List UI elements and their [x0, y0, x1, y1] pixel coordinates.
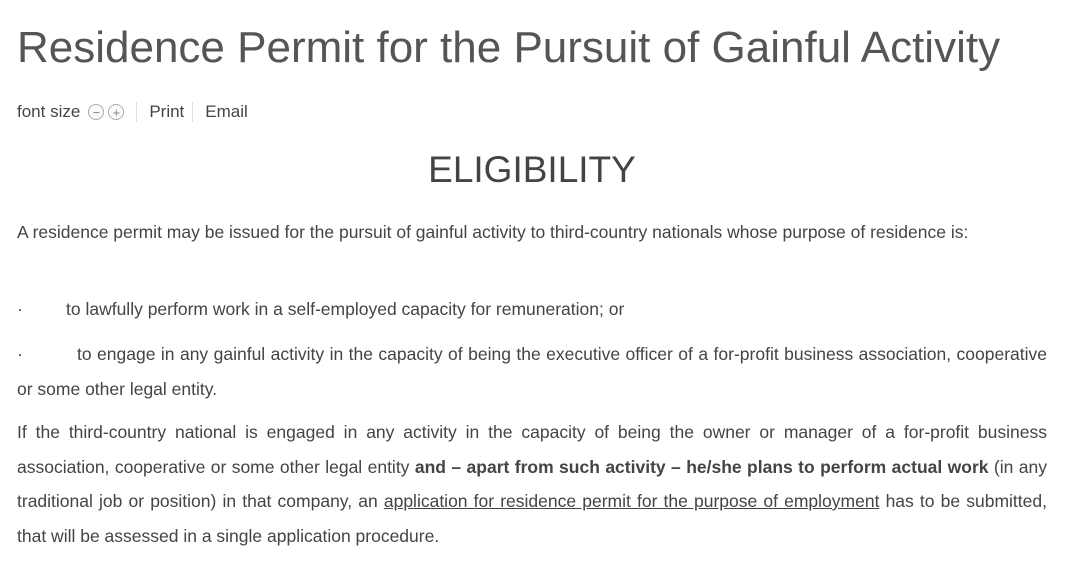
email-link[interactable]: Email [205, 102, 248, 121]
bullet-marker: · [17, 299, 23, 319]
employment-permit-link[interactable]: application for residence permit for the purpose of employment [383, 491, 880, 511]
list-item [17, 337, 1047, 406]
list-item [17, 292, 1047, 327]
employment-paragraph [17, 415, 1047, 553]
intro-paragraph: A residence permit may be issued for the pursuit of gainful activity to third-country nationals whose purpose of residence is: [17, 222, 969, 242]
emphasis-text: and – apart from such activity – he/she plans to perform actual work [414, 456, 989, 477]
print-link[interactable]: Print [149, 102, 185, 121]
bullet-marker: · [17, 344, 23, 364]
paragraph-text: (in any traditional job or position) in that company, an [17, 456, 1047, 511]
font-size-label: font size [17, 102, 81, 121]
plus-icon: + [112, 104, 121, 120]
article-toolbar [17, 101, 248, 123]
font-increase-button[interactable] [108, 104, 124, 120]
page-title: Residence Permit for the Pursuit of Gainful Activity [17, 23, 1001, 72]
paragraph-text: has to be submitted, that will be assessed in a single application procedure. [17, 491, 1047, 546]
toolbar-divider [136, 102, 137, 122]
section-heading: ELIGIBILITY [428, 149, 636, 190]
paragraph-text: If the third-country national is engaged in any activity in the capacity of being the owner or manager of a for-profit business association, cooperative or some other legal entity [17, 422, 1047, 477]
minus-icon: − [92, 104, 101, 120]
list-item-text: to lawfully perform work in a self-employed capacity for remuneration; or [66, 299, 625, 319]
font-decrease-button[interactable] [88, 104, 104, 120]
list-item-text: to engage in any gainful activity in the capacity of being the executive officer of a for-profit business association, cooperative or some other legal entity. [17, 344, 1047, 399]
toolbar-divider [192, 102, 193, 122]
